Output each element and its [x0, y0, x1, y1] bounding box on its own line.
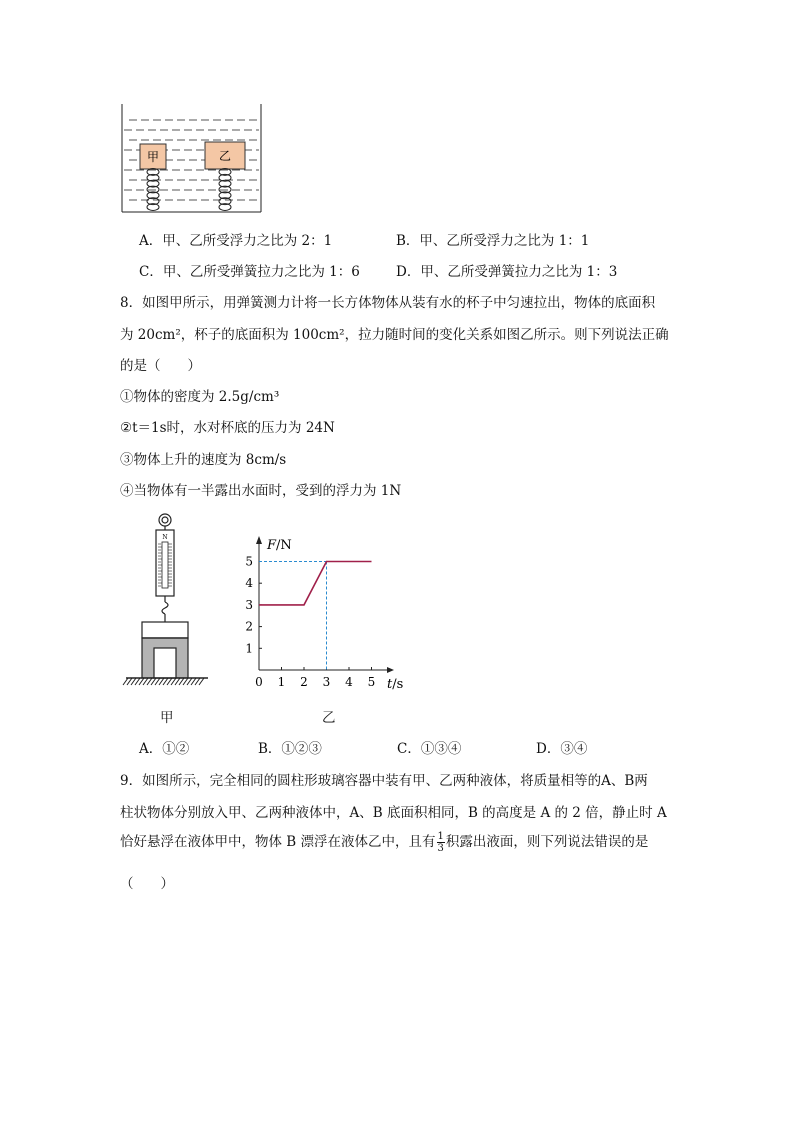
- q8-statement-1: ①物体的密度为 2.5g/cm³: [120, 389, 280, 405]
- x-tick-label: 1: [277, 675, 286, 689]
- x-tick-label: 5: [367, 675, 376, 689]
- y-tick-label: 5: [245, 554, 253, 569]
- x-axis-label: t/s: [387, 677, 404, 692]
- x-axis-arrow: [387, 667, 394, 673]
- q8-statement-2: ②t＝1s时，水对杯底的压力为 24N: [120, 420, 335, 436]
- q8-stem-line3: 的是（ ）: [120, 358, 201, 374]
- q7-option-a[interactable]: A．甲、乙所受浮力之比为 2：1: [139, 233, 333, 249]
- y-tick-label: 4: [245, 576, 253, 591]
- q8-statement-4: ④当物体有一半露出水面时，受到的浮力为 1N: [120, 483, 402, 499]
- q8-option-b[interactable]: B．①②③: [258, 741, 322, 757]
- q7-option-d[interactable]: D．甲、乙所受弹簧拉力之比为 1：3: [396, 264, 618, 280]
- series-line: [259, 562, 372, 605]
- fraction-one-third: $\frac{1}{3}$: [437, 831, 444, 854]
- q9-line3: [120, 830, 648, 854]
- q8-caption-yi: 乙: [322, 710, 336, 726]
- q8-stem-line1: 8．如图甲所示，用弹簧测力计将一长方体物体从装有水的杯子中匀速拉出，物体的底面积: [120, 295, 656, 311]
- q8-option-c[interactable]: C．①③④: [397, 741, 462, 757]
- q8-option-d[interactable]: D．③④: [536, 741, 588, 757]
- y-axis-label: F/N: [267, 538, 292, 553]
- q8-statement-3: ③物体上升的速度为 8cm/s: [120, 452, 287, 468]
- block-jia-label: 甲: [146, 150, 160, 164]
- y-tick-label: 2: [245, 619, 253, 634]
- q8-chart: [232, 530, 407, 695]
- x-tick-label: 0: [255, 675, 263, 689]
- y-tick-label: 1: [245, 641, 253, 656]
- q9-line4: （ ）: [120, 876, 174, 892]
- q8-figure-jia: [120, 512, 215, 688]
- spring-scale-unit: N: [162, 534, 168, 541]
- x-tick-label: 3: [322, 675, 331, 689]
- q7-option-c[interactable]: C．甲、乙所受弹簧拉力之比为 1：6: [139, 264, 360, 280]
- block-yi-label: 乙: [218, 149, 232, 163]
- q9-line1: 9．如图所示，完全相同的圆柱形玻璃容器中装有甲、乙两种液体，将质量相等的A、B两: [120, 773, 648, 789]
- y-tick-label: 3: [245, 597, 253, 612]
- q7-option-b[interactable]: B．甲、乙所受浮力之比为 1：1: [396, 233, 590, 249]
- pulled-block: [154, 648, 176, 678]
- x-tick-label: 4: [345, 675, 353, 689]
- q8-stem-line2: 为 20cm²，杯子的底面积为 100cm²，拉力随时间的变化关系如图乙所示。则下列说法正确: [120, 327, 669, 343]
- q7-figure: [118, 100, 268, 216]
- q9-line3-post: 积露出液面，则下列说法错误的是: [445, 834, 649, 850]
- q8-caption-jia: 甲: [160, 710, 174, 726]
- q8-option-a[interactable]: A．①②: [139, 741, 190, 757]
- y-axis-arrow: [256, 536, 262, 544]
- q9-line2: 柱状物体分别放入甲、乙两种液体中，A、B 底面积相同，B 的高度是 A 的 2 倍，静止时 A: [120, 805, 667, 821]
- q9-line3-pre: 恰好悬浮在液体甲中，物体 B 漂浮在液体乙中，且有: [120, 834, 436, 850]
- x-tick-label: 2: [300, 675, 308, 689]
